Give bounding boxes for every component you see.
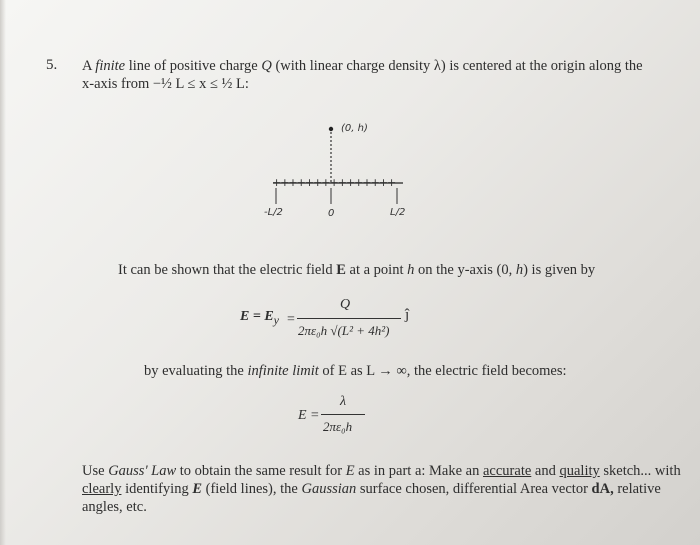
- eq1-equals: =: [287, 312, 295, 327]
- task-quality: quality: [559, 463, 600, 479]
- eq1-fraction-bar: [297, 318, 401, 319]
- text-finite: finite: [95, 58, 126, 74]
- statement-text-c: on the y-axis (0,: [414, 262, 516, 278]
- task-gauss: Gauss' Law: [108, 463, 177, 479]
- eq1-numerator: Q: [340, 297, 351, 312]
- field-statement: [118, 261, 595, 279]
- statement-text-b: at a point: [345, 262, 408, 278]
- point-label: (0, h): [341, 123, 368, 134]
- task-c: as in part a: Make an: [354, 463, 483, 479]
- task-paragraph: [82, 462, 682, 516]
- charge-symbol: Q: [261, 58, 272, 74]
- task-dA: dA,: [591, 481, 614, 497]
- task-d: and: [531, 463, 560, 479]
- limit-text-a: by evaluating the: [144, 363, 248, 379]
- task-g: (field lines), the: [202, 481, 302, 497]
- text-c: (with linear charge density λ) is centered at the origin along the: [271, 58, 643, 74]
- statement-E: E: [336, 262, 346, 278]
- equation1-lhs: [240, 309, 279, 328]
- eq2-lhs: E =: [298, 408, 320, 423]
- charges-plus-signs: +++++++++++++++: [272, 176, 396, 189]
- point-marker: [329, 127, 333, 131]
- task-E2: E: [192, 481, 203, 497]
- problem-number: 5.: [46, 57, 58, 73]
- statement-h: h: [407, 262, 415, 278]
- tick-label-center: 0: [328, 208, 335, 219]
- task-accurate: accurate: [483, 463, 532, 479]
- eq2-fraction-bar: [321, 414, 365, 415]
- limit-text: [144, 362, 567, 380]
- eq1-lhs-sub: y: [273, 312, 279, 327]
- statement-h2: h: [515, 262, 524, 278]
- task-e: sketch... with: [599, 463, 681, 479]
- statement-text-a: It can be shown that the electric field: [118, 262, 337, 278]
- eq2-denominator: 2πε₀h: [323, 419, 353, 434]
- eq2-numerator: λ: [340, 394, 347, 409]
- eq1-lhs-text: E = E: [240, 309, 274, 324]
- eq1-unit-vector: ĵ: [405, 307, 410, 323]
- task-b: to obtain the same result for: [176, 463, 346, 479]
- task-E: E: [345, 463, 355, 479]
- tick-label-right: L/2: [390, 207, 406, 218]
- tick-label-left: -L/2: [264, 207, 283, 218]
- task-gaussian: Gaussian: [301, 481, 357, 497]
- limit-text-italic: infinite limit: [247, 363, 319, 379]
- text-a: A: [82, 58, 96, 74]
- text-b: line of positive charge: [125, 58, 262, 74]
- task-i: relative angles, etc.: [82, 481, 661, 515]
- statement-text-d: ) is given by: [523, 262, 596, 278]
- task-a: Use: [82, 463, 109, 479]
- problem-statement-line2: x-axis from −½ L ≤ x ≤ ½ L:: [82, 76, 249, 92]
- task-clearly: clearly: [82, 481, 122, 497]
- task-h: surface chosen, differential Area vector: [356, 481, 592, 497]
- limit-text-b: of E as L → ∞, the electric field becomes:: [318, 363, 567, 379]
- task-f: identifying: [121, 481, 193, 497]
- problem-statement-line1: [82, 57, 643, 75]
- eq1-denominator: 2πε₀h √(L² + 4h²): [298, 323, 390, 338]
